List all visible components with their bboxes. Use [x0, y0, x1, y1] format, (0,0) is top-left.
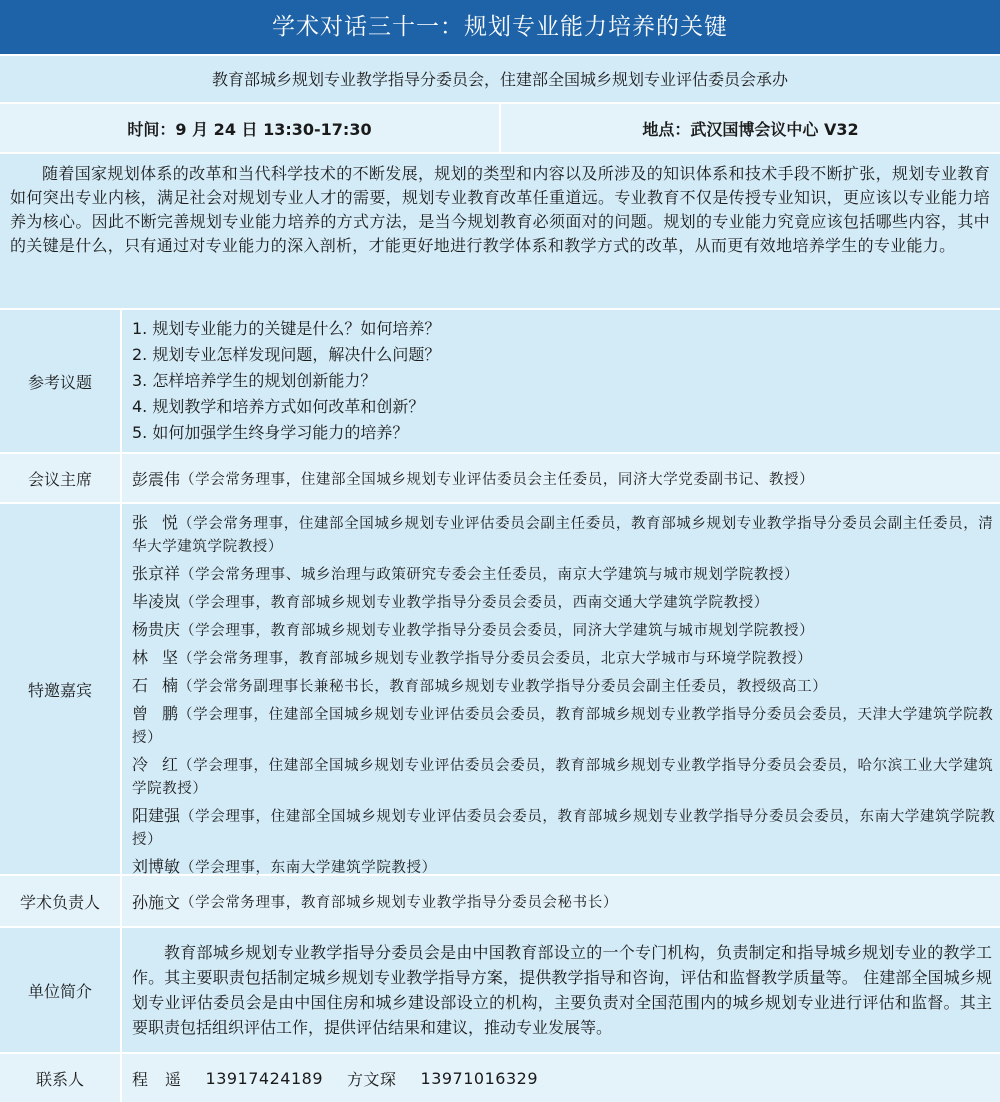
- lead-section: [0, 876, 1000, 928]
- contact-person-1: 程 遥: [132, 1069, 182, 1089]
- guest-entry: [132, 512, 1000, 558]
- chair-section: [0, 454, 1000, 504]
- chair-name: 彭震伟: [132, 469, 181, 489]
- guest-desc: （学会理事，东南大学建筑学院教授）: [180, 860, 437, 876]
- lead-desc: （学会常务理事，教育部城乡规划专业教学指导分委员会秘书长）: [180, 894, 618, 911]
- guest-desc: （学会理事，住建部全国城乡规划专业评估委员会委员，教育部城乡规划专业教学指导分委员会委员，东南大学建筑学院教授）: [132, 809, 996, 848]
- topics-section: [0, 310, 1000, 454]
- guest-name: 石楠: [132, 676, 193, 695]
- guest-desc: （学会理事，教育部城乡规划专业教学指导分委员会委员，同济大学建筑与城市规划学院教授）: [180, 623, 815, 639]
- lead-label: 学术负责人: [0, 876, 122, 926]
- guest-entry: [132, 619, 1000, 642]
- guests-list: [122, 504, 1000, 874]
- time-place-row: [0, 104, 1000, 154]
- topics-label: 参考议题: [0, 310, 122, 452]
- guests-label: 特邀嘉宾: [0, 504, 122, 874]
- chair-entry: [122, 454, 1000, 502]
- chair-desc: （学会常务理事，住建部全国城乡规划专业评估委员会主任委员，同济大学党委副书记、教授）: [180, 471, 815, 488]
- guest-desc: （学会理事，住建部全国城乡规划专业评估委员会委员，教育部城乡规划专业教学指导分委员会委员，哈尔滨工业大学建筑学院教授）: [132, 758, 994, 797]
- contact-label: 联系人: [0, 1054, 122, 1102]
- guest-desc: （学会常务理事、城乡治理与政策研究专委会主任委员，南京大学建筑与城市规划学院教授）: [180, 567, 800, 583]
- contact-section: [0, 1054, 1000, 1102]
- unit-label: 单位简介: [0, 928, 122, 1052]
- event-time: 时间：9 月 24 日 13:30-17:30: [127, 119, 372, 139]
- page-title: 学术对话三十一：规划专业能力培养的关键: [0, 0, 1000, 56]
- guest-name: 张京祥: [132, 564, 181, 583]
- guests-section: [0, 504, 1000, 876]
- guest-name: 杨贵庆: [132, 620, 181, 639]
- organizer-line: 教育部城乡规划专业教学指导分委员会，住建部全国城乡规划专业评估委员会承办: [0, 56, 1000, 104]
- unit-text: 教育部城乡规划专业教学指导分委员会是由中国教育部设立的一个专门机构，负责制定和指导城乡规划专业的教学工作。其主要职责包括制定城乡规划专业教学指导方案，提供教学指导和咨询，评估和监督教学质量等。 住建部全国城乡规划专业评估委员会是由中国住房和城乡建设部设立的机构，主要负责对全国范围内的城乡规划专业进行评估和监督。其主要职责包括组织评估工作，提供评估结果和建议，推动专业发展等。: [132, 943, 992, 1037]
- intro-paragraph: 随着国家规划体系的改革和当代科学技术的不断发展，规划的类型和内容以及所涉及的知识体系和技术手段不断扩张，规划专业教育如何突出专业内核，满足社会对规划专业人才的需要，规划专业教育改革任重道远。专业教育不仅是传授专业知识，更应该以专业能力培养为核心。因此不断完善规划专业能力培养的方式方法，是当今规划教育必须面对的问题。规划的专业能力究竟应该包括哪些内容，其中的关键是什么，只有通过对专业能力的深入剖析，才能更好地进行教学体系和教学方式的改革，从而更有效地培养学生的专业能力。: [0, 154, 1000, 310]
- contact-entry: [122, 1054, 1000, 1102]
- guest-name: 林坚: [132, 648, 193, 667]
- guest-name: 冷红: [132, 755, 193, 774]
- topics-list: [122, 310, 1000, 452]
- guest-name: 曾鹏: [132, 704, 193, 723]
- guest-desc: （学会理事，教育部城乡规划专业教学指导分委员会委员，西南交通大学建筑学院教授）: [180, 595, 769, 611]
- guest-entry: [132, 647, 1000, 670]
- guest-name: 阳建强: [132, 806, 181, 825]
- guest-desc: （学会常务理事，教育部城乡规划专业教学指导分委员会委员，北京大学城市与环境学院教授）: [178, 651, 813, 667]
- guest-desc: （学会常务副理事长兼秘书长，教育部城乡规划专业教学指导分委员会副主任委员，教授级高工）: [178, 679, 828, 695]
- guest-entry: [132, 563, 1000, 586]
- guest-entry: [132, 754, 1000, 800]
- contact-phone-1: 13917424189: [205, 1068, 323, 1088]
- guest-name: 毕凌岚: [132, 592, 181, 611]
- event-place: 地点：武汉国博会议中心 V32: [499, 104, 1000, 152]
- guest-entry: [132, 675, 1000, 698]
- guest-name: 张悦: [132, 513, 193, 532]
- unit-section: [0, 928, 1000, 1054]
- lead-entry: [122, 876, 1000, 926]
- chair-label: 会议主席: [0, 454, 122, 502]
- guest-desc: （学会常务理事，住建部全国城乡规划专业评估委员会副主任委员，教育部城乡规划专业教学指导分委员会副主任委员，清华大学建筑学院教授）: [132, 516, 994, 555]
- contact-phone-2: 13971016329: [420, 1068, 538, 1088]
- topic-item: 4. 规划教学和培养方式如何改革和创新？: [132, 397, 425, 416]
- topic-item: 5. 如何加强学生终身学习能力的培养？: [132, 423, 409, 442]
- guest-desc: （学会理事，住建部全国城乡规划专业评估委员会委员，教育部城乡规划专业教学指导分委员会委员，天津大学建筑学院教授）: [132, 707, 994, 746]
- lead-name: 孙施文: [132, 892, 181, 912]
- guest-name: 刘博敏: [132, 857, 181, 876]
- topic-item: 3. 怎样培养学生的规划创新能力？: [132, 371, 377, 390]
- topic-item: 2. 规划专业怎样发现问题，解决什么问题？: [132, 345, 441, 364]
- topic-item: 1. 规划专业能力的关键是什么？如何培养？: [132, 319, 441, 338]
- contact-person-2: 方文琛: [347, 1069, 397, 1089]
- guest-entry: [132, 805, 1000, 851]
- guest-entry: [132, 703, 1000, 749]
- guest-entry: [132, 591, 1000, 614]
